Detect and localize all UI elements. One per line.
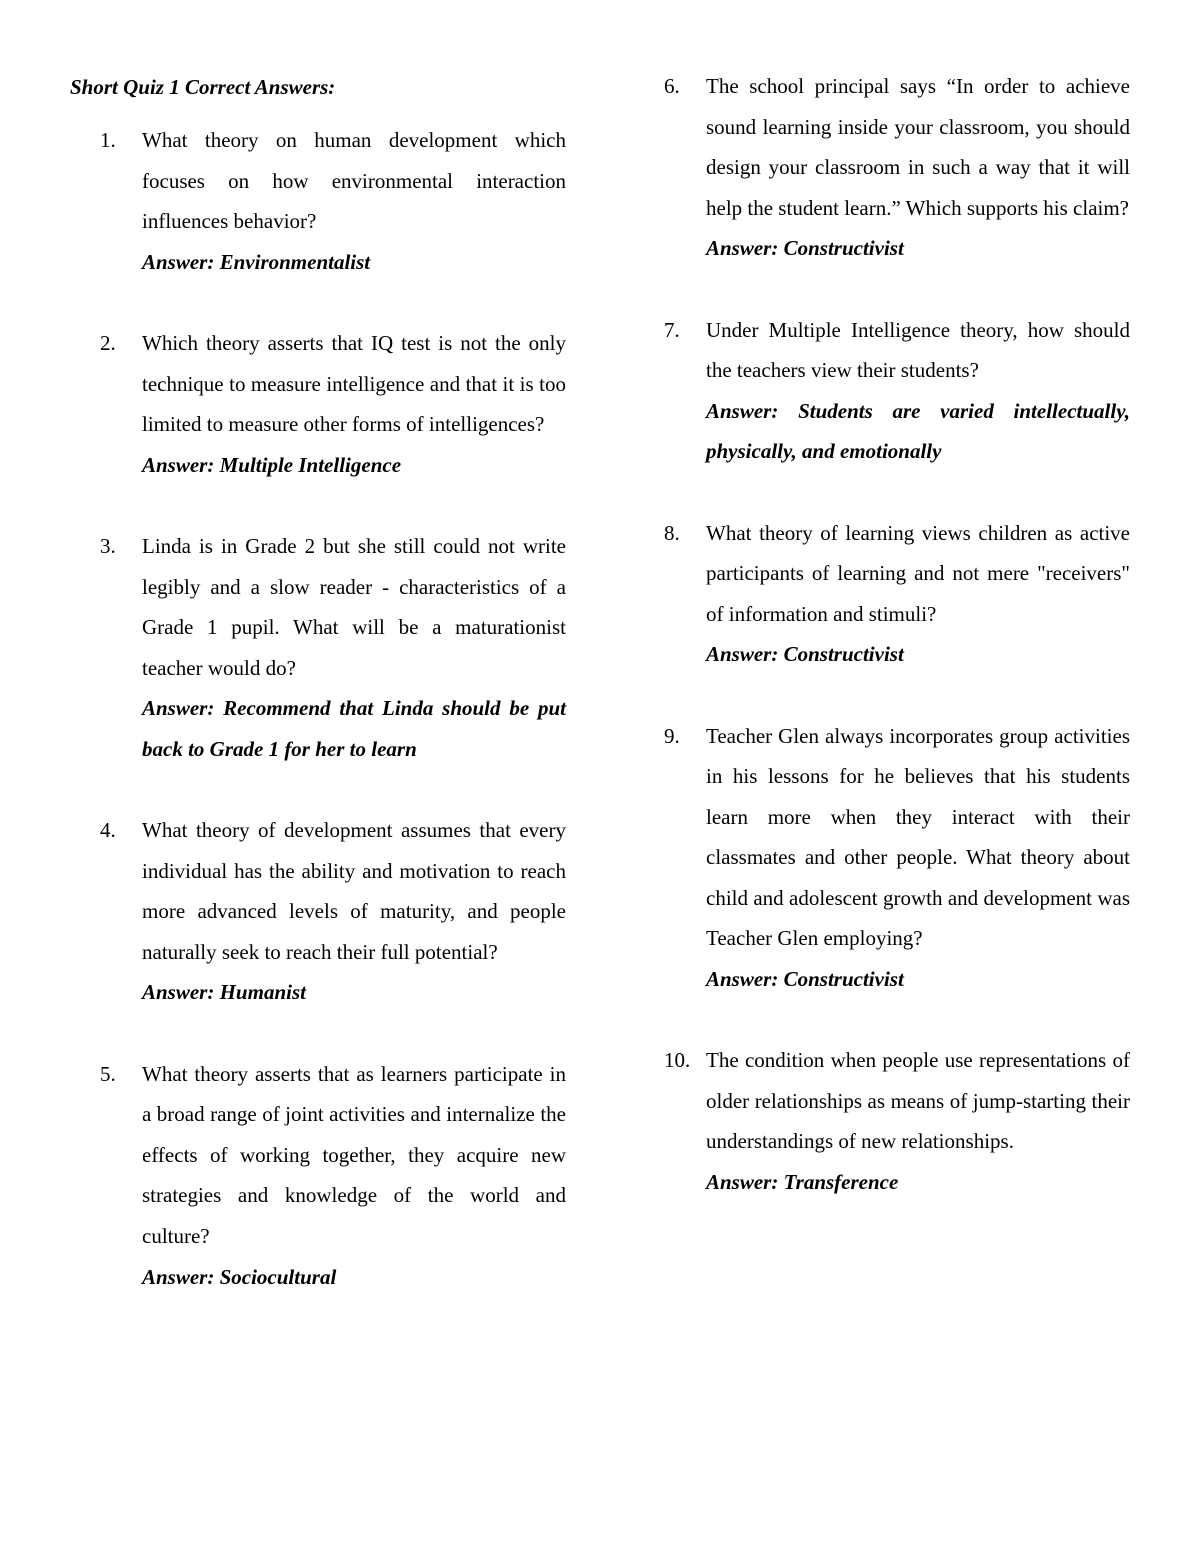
- question-number: 1.: [100, 128, 116, 152]
- answer-text: Answer: Constructivist: [706, 967, 904, 992]
- question-number: 2.: [100, 330, 116, 355]
- question-number: 9.: [664, 723, 680, 748]
- question-item-1: [100, 120, 566, 282]
- question-list-right-column: [664, 66, 1130, 1203]
- answer-text: Answer: Sociocultural: [142, 1264, 337, 1289]
- answer-text: Answer: Transference: [706, 1170, 899, 1195]
- question-number: 5.: [100, 1061, 116, 1086]
- answer-text: Answer: Humanist: [142, 980, 306, 1005]
- question-number: 7.: [664, 317, 680, 342]
- question-item-8: [664, 513, 1130, 675]
- question-text: The school principal says “In order to achieve sound learning inside your classroom, you should design your classroom in such a way that it will help the student learn.” Which supports his claim?: [706, 74, 1130, 220]
- question-item-5: [100, 1054, 566, 1298]
- question-item-4: [100, 810, 566, 1013]
- answer-text: Answer: Constructivist: [706, 642, 904, 667]
- question-number: 3.: [100, 533, 116, 558]
- question-text: Which theory asserts that IQ test is not the only technique to measure intelligence and that it is too limited to measure other forms of intelligences?: [142, 330, 566, 437]
- question-item-9: [664, 716, 1130, 1000]
- question-item-10: [664, 1040, 1130, 1202]
- question-item-2: [100, 323, 566, 485]
- question-item-7: [664, 310, 1130, 472]
- answer-text: Answer: Environmentalist: [142, 249, 371, 274]
- question-item-6: [664, 66, 1130, 269]
- answer-text: Answer: Recommend that Linda should be put back to Grade 1 for her to learn: [142, 696, 566, 761]
- question-number: 4.: [100, 818, 116, 843]
- question-text: Linda is in Grade 2 but she still could not write legibly and a slow reader - characteristics of a Grade 1 pupil. What will be a maturationist teacher would do?: [142, 533, 566, 680]
- answer-text: Answer: Students are varied intellectually, physically, and emotionally: [706, 398, 1130, 464]
- question-number: 6.: [664, 74, 680, 98]
- page-title: Short Quiz 1 Correct Answers:: [70, 75, 336, 99]
- question-text: What theory asserts that as learners participate in a broad range of joint activities and internalize the effects of working together, they acquire new strategies and knowledge of the world and culture?: [142, 1061, 566, 1249]
- question-item-3: [100, 526, 566, 770]
- question-text: The condition when people use representations of older relationships as means of jump-starting their understandings of new relationships.: [706, 1048, 1130, 1154]
- question-number: 8.: [664, 520, 680, 545]
- question-text: Teacher Glen always incorporates group activities in his lessons for he believes that his students learn more when they interact with their classmates and other people. What theory about child and adolescent growth and development was Teacher Glen employing?: [706, 723, 1130, 951]
- answer-text: Answer: Constructivist: [706, 236, 904, 261]
- question-list-left-column: [100, 120, 566, 1297]
- question-text: What theory on human development which focuses on how environmental interaction influences behavior?: [142, 128, 566, 234]
- question-text: What theory of development assumes that every individual has the ability and motivation to reach more advanced levels of maturity, and people naturally seek to reach their full potential?: [142, 818, 566, 964]
- question-text: What theory of learning views children as active participants of learning and not mere "receivers" of information and stimuli?: [706, 520, 1130, 626]
- question-text: Under Multiple Intelligence theory, how should the teachers view their students?: [706, 317, 1130, 383]
- answer-text: Answer: Multiple Intelligence: [142, 452, 402, 477]
- question-number: 10.: [664, 1048, 691, 1073]
